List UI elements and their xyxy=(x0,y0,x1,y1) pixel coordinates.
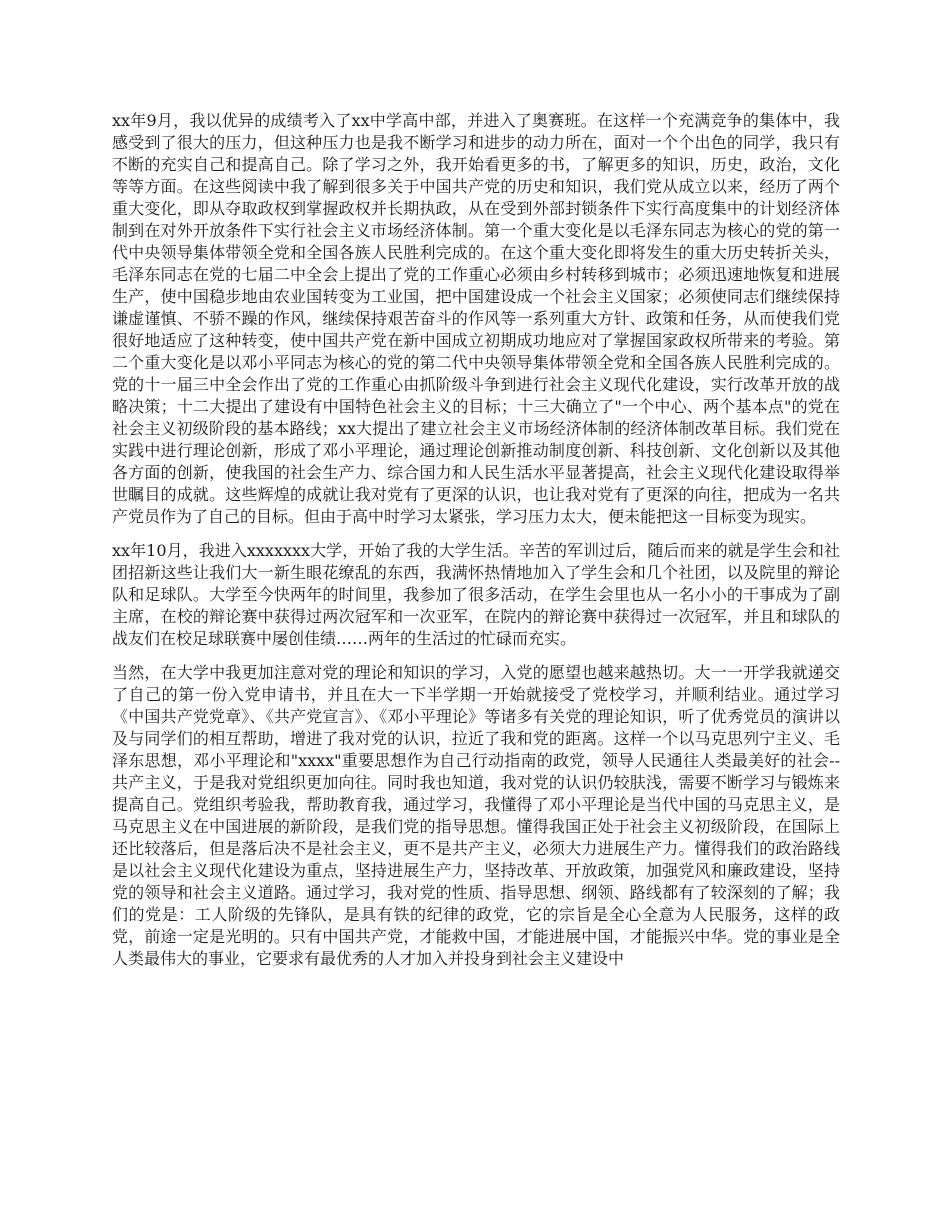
paragraph-university-life: xx年10月，我进入xxxxxxx大学，开始了我的大学生活。辛苦的军训过后，随后而来的就是学生会和社团招新这些让我们大一新生眼花缭乱的东西，我满怀热情地加入了学生会和几个社团，以及院里的辩论队和足球队。大学至今快两年的时间里，我参加了很多活动，在学生会里也从一名小小的干事成为了副主席，在校的辩论赛中获得过两次冠军和一次亚军，在院内的辩论赛中获得过一次冠军，并且和球队的战友们在校足球联赛中屡创佳绩……两年的生活过的忙碌而充实。 xyxy=(112,541,840,648)
document-page xyxy=(112,110,840,982)
paragraph-party-study: 当然，在大学中我更加注意对党的理论和知识的学习，入党的愿望也越来越热切。大一一开学我就递交了自己的第一份入党申请书，并且在大一下半学期一开始就接受了党校学习，并顺利结业。通过学习《中国共产党党章》、《共产党宣言》、《邓小平理论》等诸多有关党的理论知识，听了优秀党员的演讲以及与同学们的相互帮助，增进了我对党的认识，拉近了我和党的距离。这样一个以马克思列宁主义、毛泽东思想，邓小平理论和"xxxx"重要思想作为自己行动指南的政党，领导人民通往人类最美好的社会--共产主义，于是我对党组织更加向往。同时我也知道，我对党的认识仍较肤浅，需要不断学习与锻炼来提高自己。党组织考验我，帮助教育我，通过学习，我懂得了邓小平理论是当代中国的马克思主义，是马克思主义在中国进展的新阶段，是我们党的指导思想。懂得我国正处于社会主义初级阶段，在国际上还比较落后，但是落后决不是社会主义，更不是共产主义，必须大力进展生产力。懂得我们的政治路线是以社会主义现代化建设为重点，坚持进展生产力，坚持改革、开放政策，加强党风和廉政建设，坚持党的领导和社会主义道路。通过学习，我对党的性质、指导思想、纲领、路线都有了较深刻的了解；我们的党是：工人阶级的先锋队，是具有铁的纪律的政党，它的宗旨是全心全意为人民服务，这样的政党，前途一定是光明的。只有中国共产党，才能救中国，才能进展中国，才能振兴中华。党的事业是全人类最伟大的事业，它要求有最优秀的人才加入并投身到社会主义建设中 xyxy=(112,663,840,968)
paragraph-high-school: xx年9月，我以优异的成绩考入了xx中学高中部，并进入了奥赛班。在这样一个充满竞争的集体中，我感受到了很大的压力，但这种压力也是我不断学习和进步的动力所在，面对一个个出色的同学，我只有不断的充实自己和提高自己。除了学习之外，我开始看更多的书，了解更多的知识，历史，政治，文化等等方面。在这些阅读中我了解到很多关于中国共产党的历史和知识，我们党从成立以来，经历了两个重大变化，即从夺取政权到掌握政权并长期执政，从在受到外部封锁条件下实行高度集中的计划经济体制到在对外开放条件下实行社会主义市场经济体制。第一个重大变化是以毛泽东同志为核心的党的第一代中央领导集体带领全党和全国各族人民胜利完成的。在这个重大变化即将发生的重大历史转折关头，毛泽东同志在党的七届二中全会上提出了党的工作重心必须由乡村转移到城市；必须迅速地恢复和进展生产，使中国稳步地由农业国转变为工业国，把中国建设成一个社会主义国家；必须使同志们继续保持谦虚谨慎、不骄不躁的作风，继续保持艰苦奋斗的作风等一系列重大方针、政策和任务，从而使我们党很好地适应了这种转变，使中国共产党在新中国成立初期成功地应对了掌握国家政权所带来的考验。第二个重大变化是以邓小平同志为核心的党的第二代中央领导集体带领全党和全国各族人民胜利完成的。党的十一届三中全会作出了党的工作重心由抓阶级斗争到进行社会主义现代化建设，实行改革开放的战略决策；十二大提出了建设有中国特色社会主义的目标；十三大确立了"一个中心、两个基本点"的党在社会主义初级阶段的基本路线；xx大提出了建立社会主义市场经济体制的经济体制改革目标。我们党在实践中进行理论创新，形成了邓小平理论，通过理论创新推动制度创新、科技创新、文化创新以及其他各方面的创新，使我国的社会生产力、综合国力和人民生活水平显著提高，社会主义现代化建设取得举世瞩目的成就。这些辉煌的成就让我对党有了更深的认识，也让我对党有了更深的向往，把成为一名共产党员作为了自己的目标。但由于高中时学习太紧张，学习压力太大，便未能把这一目标变为现实。 xyxy=(112,111,840,526)
